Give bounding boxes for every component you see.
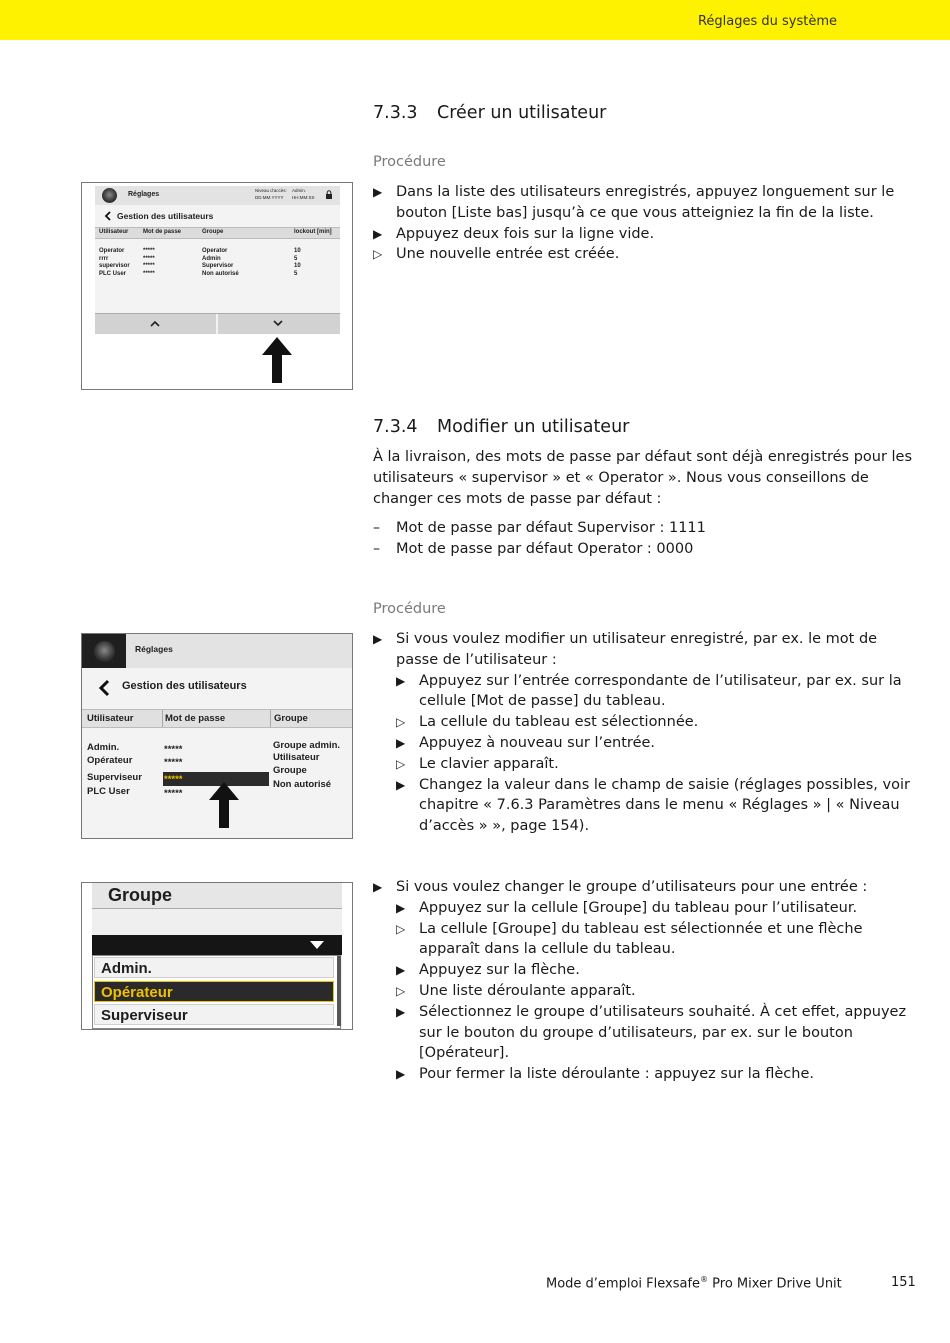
lock-icon bbox=[325, 190, 333, 200]
device-screen bbox=[92, 883, 342, 1029]
running-header: Réglages du système bbox=[697, 14, 837, 29]
screen-app-title: Réglages bbox=[135, 644, 173, 654]
step-text: Mot de passe par défaut Operator : 0000 bbox=[396, 540, 694, 557]
step-text: Le clavier apparaît. bbox=[419, 755, 559, 772]
date-format: DD.MM.YYYY bbox=[255, 195, 284, 200]
procedure-steps-password bbox=[373, 629, 913, 837]
cell-lockout[interactable]: 5 bbox=[294, 255, 298, 262]
cell-group[interactable]: Non autorisé bbox=[202, 270, 239, 277]
procedure-steps-create bbox=[373, 182, 913, 265]
pointer-arrow-icon bbox=[209, 782, 239, 828]
cell-group[interactable]: Utilisateur bbox=[273, 752, 320, 763]
cell-group[interactable]: Supervisor bbox=[202, 263, 234, 269]
col-password: Mot de passe bbox=[143, 229, 182, 235]
table-header bbox=[82, 709, 352, 728]
result-marker-icon: ▷ bbox=[373, 247, 383, 262]
action-marker-icon: ▶ bbox=[396, 673, 406, 688]
action-marker-icon: ▶ bbox=[396, 1067, 406, 1082]
footer-title-mark: ® bbox=[700, 1275, 709, 1284]
step-text: La cellule du tableau est sélectionnée. bbox=[419, 714, 699, 731]
step-item bbox=[396, 981, 913, 1002]
action-marker-icon: ▶ bbox=[396, 963, 406, 978]
cell-password[interactable]: ***** bbox=[143, 263, 155, 269]
screen-page-title: Gestion des utilisateurs bbox=[122, 680, 247, 692]
pointer-arrow-icon bbox=[262, 337, 292, 383]
col-group: Groupe bbox=[108, 885, 173, 905]
step-item bbox=[373, 182, 913, 224]
group-select-field[interactable] bbox=[92, 935, 342, 955]
step-text: Appuyez sur la cellule [Groupe] du tableau pour l’utilisateur. bbox=[419, 899, 858, 916]
section-number: 7.3.3 bbox=[373, 103, 418, 123]
step-item bbox=[373, 244, 913, 265]
procedure-steps-group bbox=[373, 877, 913, 1085]
action-marker-icon: ▶ bbox=[396, 900, 406, 915]
step-text: Si vous voulez modifier un utilisateur enregistré, par ex. le mot de passe de l’utilisateur : bbox=[396, 631, 878, 668]
screenshot-user-edit bbox=[81, 633, 353, 839]
step-item bbox=[396, 1064, 913, 1085]
cell-password[interactable]: ***** bbox=[164, 788, 183, 799]
dropdown-option[interactable]: Superviseur bbox=[94, 1004, 334, 1025]
screen-app-title: Réglages bbox=[128, 191, 160, 198]
col-user: Utilisateur bbox=[87, 713, 134, 724]
step-item bbox=[373, 518, 913, 539]
list-down-button[interactable] bbox=[218, 314, 340, 334]
access-label: Niveau d’accès: bbox=[255, 188, 287, 193]
procedure-label: Procédure bbox=[373, 154, 446, 170]
action-marker-icon: ▶ bbox=[396, 777, 406, 792]
cell-group[interactable]: Groupe admin. bbox=[273, 740, 341, 751]
cell-user[interactable]: Operator bbox=[99, 248, 125, 254]
action-marker-icon: ▶ bbox=[396, 735, 406, 750]
cell-password[interactable]: ***** bbox=[164, 757, 183, 768]
step-item bbox=[396, 754, 913, 775]
screen-page-title: Gestion des utilisateurs bbox=[117, 211, 214, 221]
step-text: Si vous voulez changer le groupe d’utilisateurs pour une entrée : bbox=[396, 879, 868, 895]
cell-password[interactable]: ***** bbox=[143, 255, 155, 262]
cell-user[interactable]: PLC User bbox=[99, 270, 127, 277]
step-text: Pour fermer la liste déroulante : appuyez sur la flèche. bbox=[419, 1066, 814, 1083]
footer-title-main: Mode d’emploi Flexsafe bbox=[546, 1276, 701, 1292]
list-up-button[interactable] bbox=[95, 314, 218, 334]
step-item bbox=[396, 775, 913, 837]
access-value: Admin. bbox=[292, 188, 307, 193]
device-screen bbox=[82, 634, 352, 838]
screen-topbar bbox=[82, 634, 352, 668]
cell-user[interactable]: Admin. bbox=[87, 742, 120, 753]
back-chevron-icon[interactable] bbox=[97, 679, 111, 697]
logo-box bbox=[82, 634, 126, 668]
col-lockout: lockout [min] bbox=[294, 229, 332, 235]
default-password-list bbox=[373, 518, 913, 560]
step-item bbox=[396, 919, 913, 961]
step-item bbox=[373, 224, 913, 245]
step-text: Une liste déroulante apparaît. bbox=[419, 982, 636, 999]
step-text: Appuyez deux fois sur la ligne vide. bbox=[396, 225, 655, 242]
chevron-down-icon bbox=[273, 320, 283, 327]
footer-document-title bbox=[546, 1275, 842, 1291]
dropdown-list bbox=[92, 955, 341, 1029]
cell-password[interactable]: ***** bbox=[143, 270, 155, 277]
step-item bbox=[396, 898, 913, 919]
step-item bbox=[396, 712, 913, 733]
page-number: 151 bbox=[891, 1275, 916, 1290]
dropdown-option[interactable]: Admin. bbox=[94, 957, 334, 978]
step-item bbox=[396, 1002, 913, 1064]
dropdown-scrollbar[interactable] bbox=[337, 956, 341, 1026]
device-screen bbox=[95, 186, 340, 333]
cell-lockout[interactable]: 5 bbox=[294, 270, 298, 277]
action-marker-icon: ▶ bbox=[373, 226, 383, 241]
step-item bbox=[396, 671, 913, 713]
cell-password[interactable]: ***** bbox=[143, 248, 155, 254]
section-heading: Créer un utilisateur bbox=[437, 103, 607, 123]
result-marker-icon: ▷ bbox=[396, 715, 406, 730]
screenshot-user-list bbox=[81, 182, 353, 390]
screenshot-group-dropdown bbox=[81, 882, 353, 1030]
footer-title-rest: Pro Mixer Drive Unit bbox=[708, 1276, 842, 1292]
step-item bbox=[396, 733, 913, 754]
cell-password[interactable]: ***** bbox=[164, 774, 183, 785]
dropdown-arrow-icon[interactable] bbox=[310, 941, 324, 949]
section-heading: Modifier un utilisateur bbox=[437, 417, 630, 437]
step-text: Changez la valeur dans le champ de saisie (réglages possibles, voir chapitre « 7.6.3 Paramètres dans le menu « Réglages » | « Niveau d’accès » », page 154). bbox=[419, 776, 910, 835]
time-format: HH:MM:SS bbox=[292, 195, 315, 200]
cell-user[interactable]: PLC User bbox=[87, 786, 130, 797]
section-title-7-3-3 bbox=[373, 103, 606, 123]
step-item bbox=[373, 629, 913, 671]
cell-group[interactable]: Operator bbox=[202, 248, 228, 254]
cell-group[interactable]: Non autorisé bbox=[273, 779, 332, 790]
step-text: Mot de passe par défaut Supervisor : 1111 bbox=[396, 520, 706, 536]
step-text: Dans la liste des utilisateurs enregistrés, appuyez longuement sur le bouton [Liste bas] jusqu’à ce que vous atteigniez la fin de la liste. bbox=[396, 184, 895, 221]
intro-paragraph: À la livraison, des mots de passe par défaut sont déjà enregistrés pour les utilisateurs « supervisor » et « Operator ». Nous vous conseillons de changer ces mots de passe par défaut : bbox=[373, 449, 913, 507]
result-marker-icon: ▷ bbox=[396, 983, 406, 998]
column-header bbox=[92, 883, 342, 909]
cell-user[interactable]: rrrr bbox=[99, 255, 109, 262]
action-marker-icon: ▶ bbox=[373, 185, 383, 199]
cell-user[interactable]: Opérateur bbox=[87, 755, 133, 766]
step-text: Appuyez sur l’entrée correspondante de l’utilisateur, par ex. sur la cellule [Mot de passe] du tableau. bbox=[419, 672, 902, 710]
section-number: 7.3.4 bbox=[373, 417, 418, 437]
cell-user[interactable]: supervisor bbox=[99, 263, 130, 269]
back-chevron-icon[interactable] bbox=[104, 211, 112, 221]
action-marker-icon: ▶ bbox=[373, 880, 383, 894]
section-title-7-3-4 bbox=[373, 417, 629, 437]
table-header bbox=[95, 227, 340, 239]
dash-marker: – bbox=[373, 540, 380, 557]
action-marker-icon: ▶ bbox=[373, 632, 383, 646]
col-group: Groupe bbox=[202, 229, 224, 235]
action-marker-icon: ▶ bbox=[396, 1004, 406, 1019]
col-group: Groupe bbox=[274, 713, 308, 724]
step-text: La cellule [Groupe] du tableau est sélectionnée et une flèche apparaît dans la cellule du tableau. bbox=[419, 920, 863, 958]
step-item bbox=[373, 877, 913, 898]
chevron-up-icon bbox=[150, 320, 160, 327]
step-item bbox=[373, 539, 913, 560]
screen-topbar bbox=[95, 186, 340, 205]
step-text: Appuyez à nouveau sur l’entrée. bbox=[419, 734, 656, 751]
cell-group[interactable]: Groupe bbox=[273, 765, 307, 776]
step-text: Une nouvelle entrée est créée. bbox=[396, 246, 620, 263]
app-logo-icon bbox=[102, 188, 117, 203]
step-text: Appuyez sur la flèche. bbox=[419, 962, 580, 979]
cell-lockout[interactable]: 10 bbox=[294, 263, 301, 269]
result-marker-icon: ▷ bbox=[396, 756, 406, 771]
cell-group[interactable]: Admin bbox=[202, 255, 221, 262]
scroll-bar-buttons bbox=[95, 313, 340, 334]
col-user: Utilisateur bbox=[99, 229, 129, 235]
dropdown-option[interactable]: Opérateur bbox=[94, 981, 334, 1002]
dash-marker: – bbox=[373, 520, 380, 536]
cell-user[interactable]: Superviseur bbox=[87, 772, 142, 783]
app-logo-icon bbox=[94, 641, 115, 662]
col-password: Mot de passe bbox=[165, 713, 226, 724]
result-marker-icon: ▷ bbox=[396, 921, 406, 936]
step-text: Sélectionnez le groupe d’utilisateurs souhaité. À cet effet, appuyez sur le bouton du groupe d’utilisateurs, par ex. sur le bouton [Opérateur]. bbox=[419, 1003, 907, 1062]
procedure-label: Procédure bbox=[373, 601, 446, 617]
cell-lockout[interactable]: 10 bbox=[294, 248, 301, 254]
cell-password[interactable]: ***** bbox=[164, 744, 183, 755]
step-item bbox=[396, 960, 913, 981]
